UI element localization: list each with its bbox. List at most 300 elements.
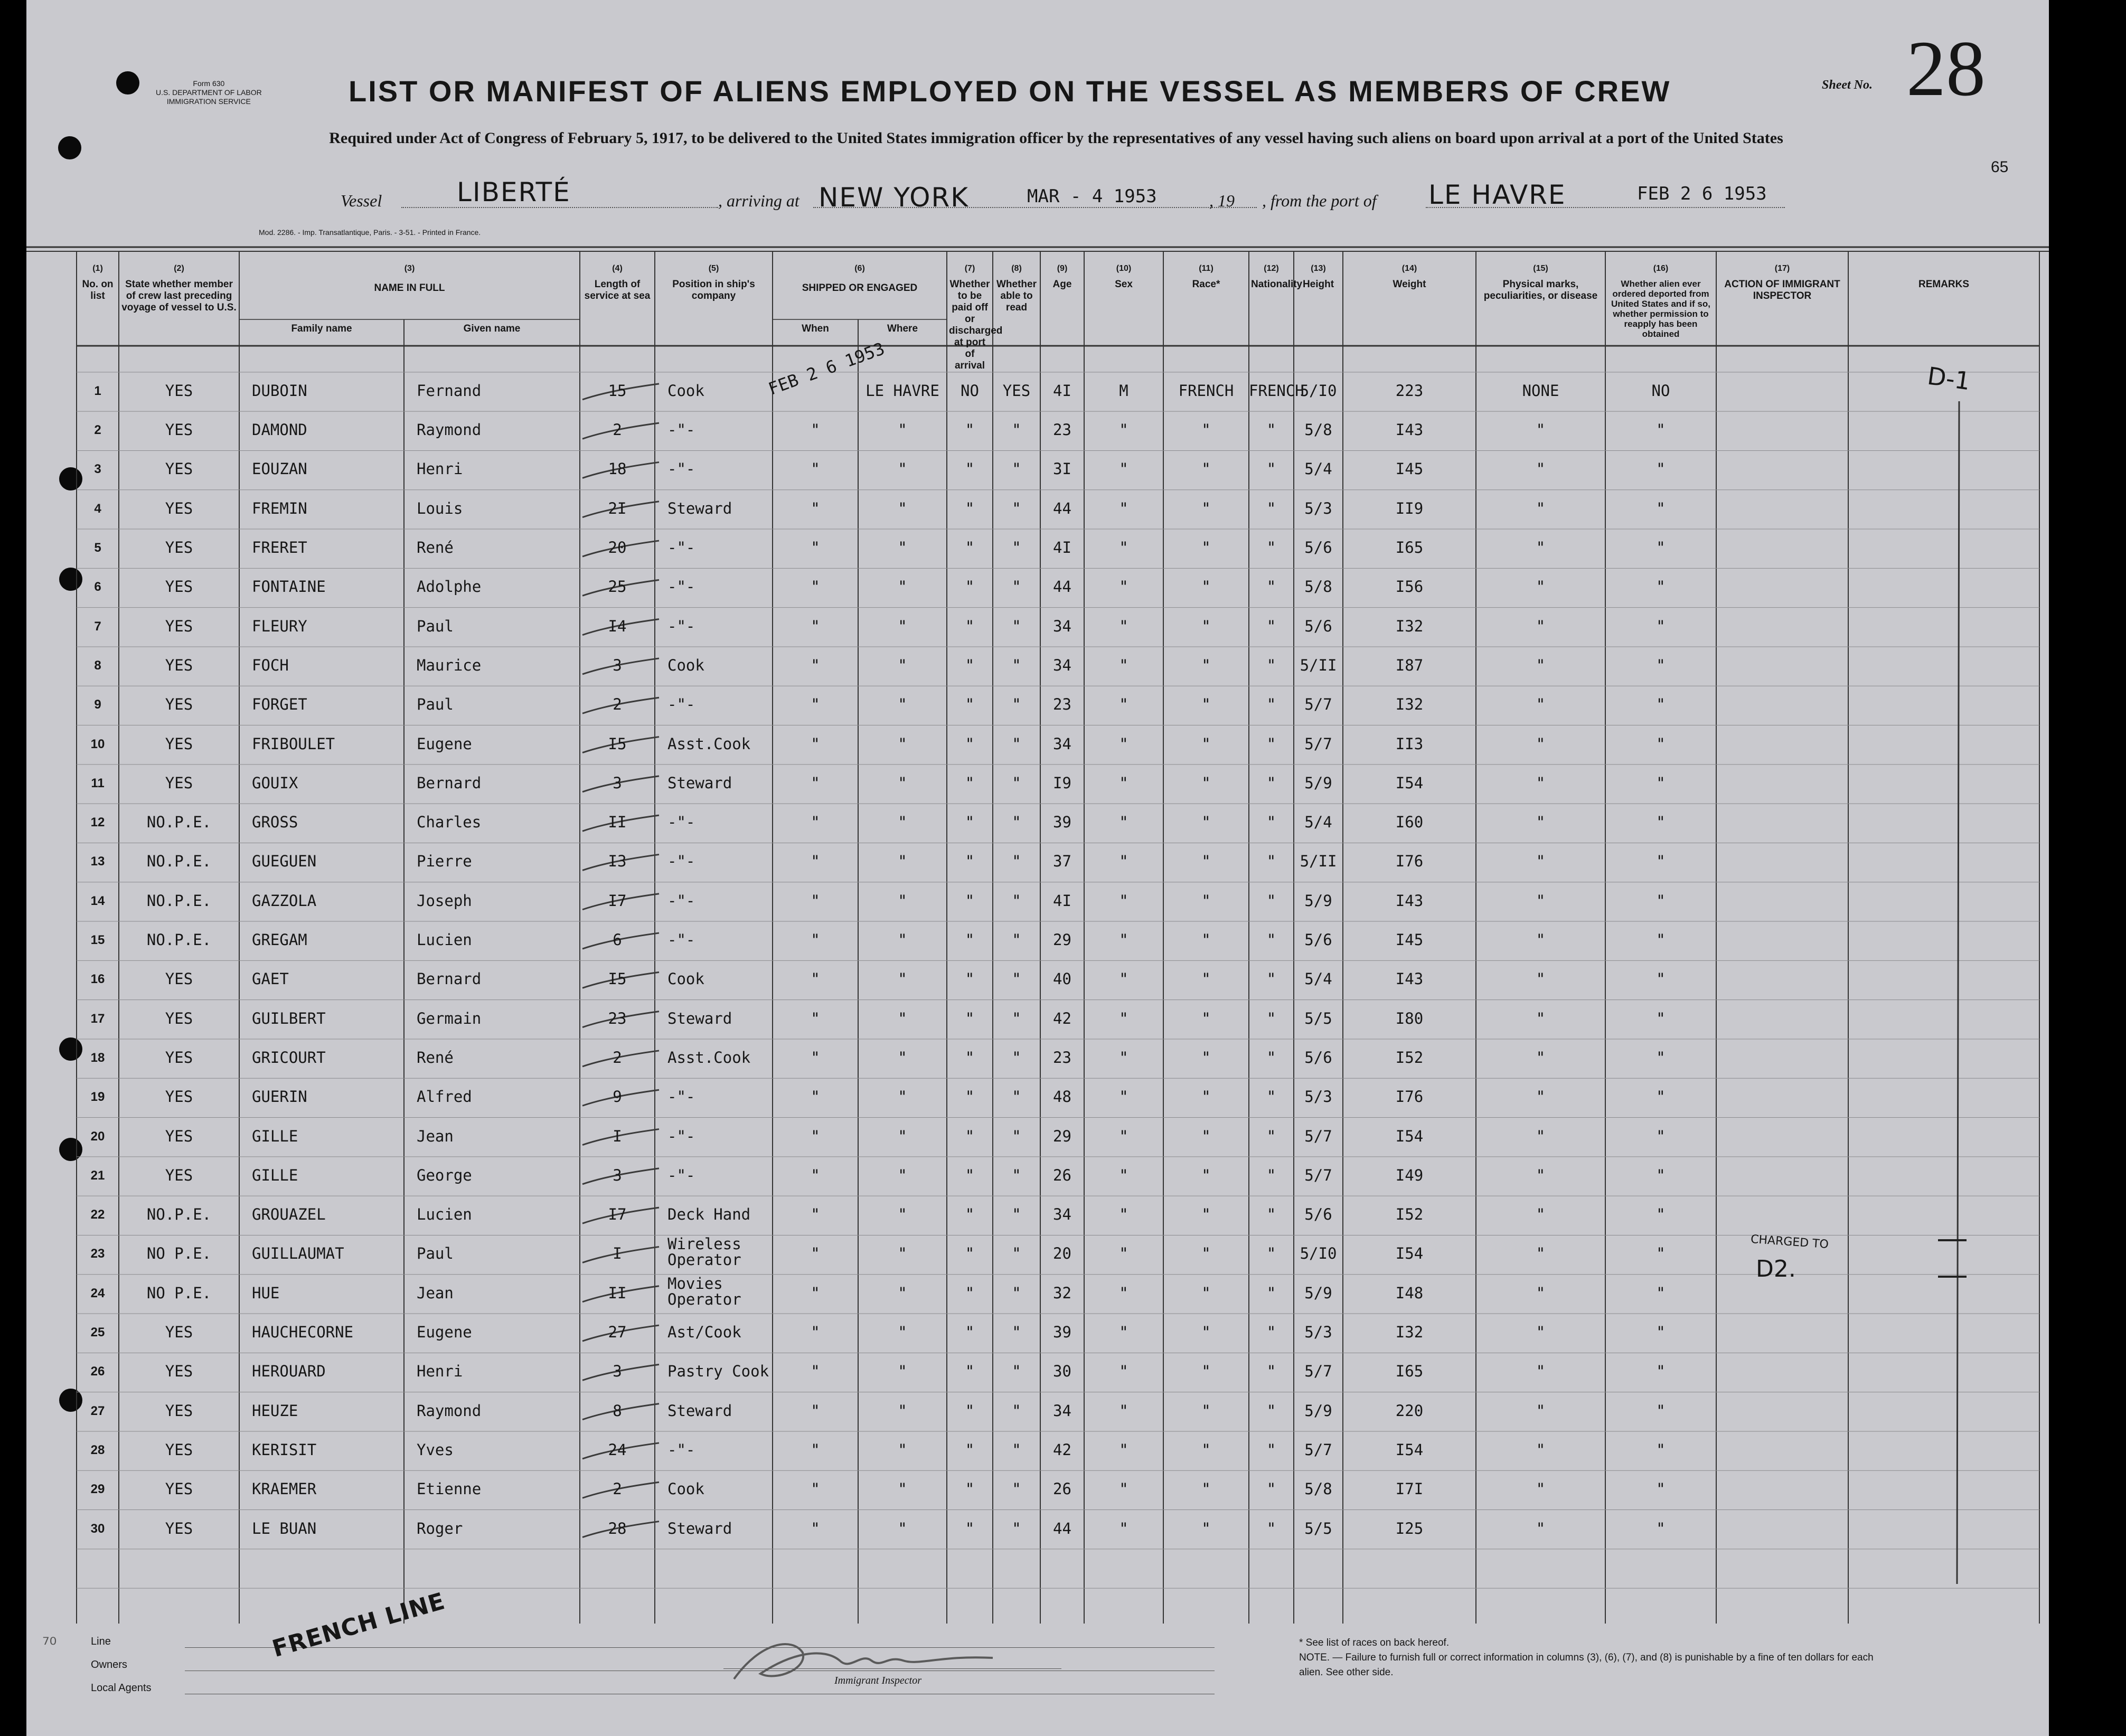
cell-sex: " [1119,773,1128,792]
cell-race: " [1201,1205,1211,1224]
sheet-number-label: Sheet No. [1822,78,1873,92]
cell-sex: " [1119,1362,1128,1381]
cell-given: Bernard [417,970,482,988]
column-number: (11) [1199,264,1213,273]
cell-read: " [1012,931,1021,949]
column-header: Whether alien ever ordered deported from United States and if so, whether permission to reapply has been obtained [1611,279,1710,339]
cell-paid: " [965,539,975,557]
cell-paid: " [965,1244,975,1263]
cell-where: " [898,970,907,988]
cell-prev: NO.P.E. [146,931,212,949]
row-number: 13 [90,854,105,869]
cell-paid: " [965,617,975,635]
cell-prev: YES [165,1519,193,1537]
cell-race: " [1201,1401,1211,1420]
cell-sex: " [1119,1244,1128,1263]
cell-deported: " [1656,1088,1666,1106]
cell-sex: " [1119,891,1128,910]
row-number: 28 [90,1442,105,1457]
cell-race: " [1201,1166,1211,1184]
cell-paid: " [965,656,975,674]
cell-where: " [898,656,907,674]
cell-weight: I52 [1395,1048,1424,1067]
cell-when: " [811,970,820,988]
cell-height: 5/7 [1304,695,1332,714]
cell-sex: " [1119,1205,1128,1224]
cell-age: 44 [1053,578,1071,596]
cell-race: " [1201,421,1211,439]
row-number: 6 [94,580,101,595]
sheet-number: 28 [1906,25,1986,112]
cell-nat: " [1266,1048,1276,1067]
cell-given: Henri [417,460,463,478]
cell-position: -"- [667,421,695,439]
cell-height: 5/II [1300,852,1337,871]
cell-read: " [1012,656,1021,674]
column-number: (9) [1057,264,1068,273]
cell-nat: " [1266,734,1276,753]
arrival-date: MAR - 4 1953 [1027,186,1157,207]
departure-date: FEB 2 6 1953 [1637,183,1767,204]
cell-age: 4I [1053,891,1071,910]
cell-nat: " [1266,1166,1276,1184]
cell-marks: " [1536,617,1546,635]
row-number: 4 [94,501,101,516]
cell-position: -"- [667,931,695,949]
cell-sex: " [1119,1088,1128,1106]
cell-service: I4 [608,617,627,635]
cell-age: 23 [1053,695,1071,714]
cell-prev: NO P.E. [146,1284,212,1302]
cell-race: FRENCH [1178,381,1234,400]
remarks-note-line2: D2. [1756,1256,1796,1282]
cell-prev: YES [165,1323,193,1342]
cell-read: " [1012,970,1021,988]
cell-nat: " [1266,695,1276,714]
cell-marks: " [1536,1244,1546,1263]
cell-deported: " [1656,656,1666,674]
cell-age: 42 [1053,1009,1071,1027]
cell-service: I7 [608,891,627,910]
cell-when: " [811,773,820,792]
cell-service: 3 [613,656,622,674]
cell-deported: " [1656,460,1666,478]
cell-deported: " [1656,1440,1666,1459]
cell-service: I5 [608,970,627,988]
cell-race: " [1201,891,1211,910]
cell-family: GUEGUEN [252,852,317,871]
column-header: Height [1302,279,1334,290]
cell-race: " [1201,734,1211,753]
row-number: 16 [90,972,105,987]
cell-deported: " [1656,1048,1666,1067]
column-number: (3) [404,264,415,273]
cell-prev: YES [165,539,193,557]
cell-when: " [811,1048,820,1067]
cell-when: " [811,617,820,635]
cell-deported: " [1656,539,1666,557]
cell-given: Paul [417,617,454,635]
cell-read: " [1012,421,1021,439]
footer-agents-label: Local Agents [91,1682,152,1694]
cell-height: 5/3 [1304,499,1332,517]
cell-paid: " [965,1048,975,1067]
column-number: (8) [1011,264,1022,273]
cell-service: 2 [613,1048,622,1067]
cell-prev: YES [165,1166,193,1184]
cell-nat: " [1266,931,1276,949]
cell-sex: " [1119,617,1128,635]
cell-sex: " [1119,970,1128,988]
cell-given: Fernand [417,381,482,400]
cell-deported: " [1656,1401,1666,1420]
cell-position: Wireless [667,1235,741,1253]
cell-marks: " [1536,1323,1546,1342]
cell-service: 23 [608,1009,627,1027]
cell-marks: " [1536,1519,1546,1537]
cell-family: GROUAZEL [252,1205,326,1224]
row-number: 25 [90,1325,105,1340]
cell-service: II [608,1284,627,1302]
cell-marks: " [1536,1048,1546,1067]
column-subheader: Given name [463,323,521,334]
cell-paid: " [965,1323,975,1342]
row-number: 5 [94,541,101,555]
cell-weight: I60 [1395,813,1424,832]
cell-height: 5/5 [1304,1009,1332,1027]
cell-age: 34 [1053,1401,1071,1420]
cell-where: " [898,1362,907,1381]
cell-weight: I25 [1395,1519,1424,1537]
cell-when: " [811,891,820,910]
french-line-stamp: FRENCH LINE [269,1587,448,1663]
cell-sex: " [1119,1284,1128,1302]
cell-service: 6 [613,931,622,949]
cell-where: " [898,421,907,439]
cell-weight: 223 [1395,381,1424,400]
cell-read: " [1012,1284,1021,1302]
cell-family: HUE [252,1284,280,1302]
cell-deported: " [1656,578,1666,596]
cell-height: 5/9 [1304,1401,1332,1420]
cell-paid: " [965,1088,975,1106]
cell-where: " [898,734,907,753]
cell-when: " [811,695,820,714]
cell-family: HEROUARD [252,1362,326,1381]
cell-marks: " [1536,1205,1546,1224]
cell-prev: YES [165,578,193,596]
cell-position: Steward [667,499,732,517]
cell-where: " [898,931,907,949]
cell-age: 44 [1053,499,1071,517]
cell-nat: " [1266,1362,1276,1381]
fine-note: NOTE. — Failure to furnish full or correct information in columns (3), (6), (7), and (8) is punishable by a fine of ten dollars for each alien. See other side. [1299,1652,1874,1678]
cell-prev: YES [165,1480,193,1498]
cell-age: 29 [1053,931,1071,949]
row-number: 15 [90,933,105,948]
cell-service: 3 [613,1166,622,1184]
cell-given: George [417,1166,472,1184]
cell-read: " [1012,1440,1021,1459]
cell-when: " [811,734,820,753]
cell-age: 37 [1053,852,1071,871]
cell-family: GOUIX [252,773,298,792]
cell-given: Raymond [417,1401,482,1420]
cell-deported: NO [1651,381,1670,400]
cell-marks: " [1536,1401,1546,1420]
cell-prev: YES [165,499,193,517]
cell-nat: " [1266,891,1276,910]
cell-service: I5 [608,734,627,753]
cell-family: GUILBERT [252,1009,326,1027]
service-name: IMMIGRATION SERVICE [166,97,251,106]
cell-when: " [811,1323,820,1342]
cell-age: 26 [1053,1166,1071,1184]
cell-given: Lucien [417,931,472,949]
cell-family: KRAEMER [252,1480,317,1498]
cell-marks: " [1536,460,1546,478]
cell-position-line2: Operator [667,1290,741,1308]
cell-family: GAZZOLA [252,891,317,910]
cell-when: " [811,813,820,832]
cell-position: Steward [667,773,732,792]
cell-nat: " [1266,1480,1276,1498]
cell-height: 5/7 [1304,734,1332,753]
cell-where: " [898,852,907,871]
cell-nat: " [1266,656,1276,674]
cell-when: " [811,539,820,557]
cell-nat: " [1266,1401,1276,1420]
cell-prev: YES [165,617,193,635]
cell-service: 18 [608,460,627,478]
cell-weight: I56 [1395,578,1424,596]
cell-deported: " [1656,695,1666,714]
cell-service: I7 [608,1205,627,1224]
cell-nat: " [1266,617,1276,635]
cell-read: " [1012,1166,1021,1184]
cell-family: GUERIN [252,1088,307,1106]
cell-given: Joseph [417,891,472,910]
column-number: (13) [1311,264,1326,273]
cell-age: 39 [1053,813,1071,832]
cell-deported: " [1656,813,1666,832]
cell-nat: " [1266,1088,1276,1106]
cell-weight: 220 [1395,1401,1424,1420]
cell-given: Roger [417,1519,463,1537]
cell-prev: NO.P.E. [146,891,212,910]
cell-prev: YES [165,656,193,674]
cell-race: " [1201,1519,1211,1537]
cell-read: " [1012,734,1021,753]
cell-race: " [1201,1440,1211,1459]
cell-marks: " [1536,813,1546,832]
cell-age: 4I [1053,381,1071,400]
cell-height: 5/4 [1304,460,1332,478]
cell-height: 5/II [1300,656,1337,674]
cell-nat: " [1266,773,1276,792]
cell-marks: " [1536,931,1546,949]
cell-prev: YES [165,1048,193,1067]
row-number: 20 [90,1129,105,1144]
row-number: 30 [90,1521,105,1536]
column-header: REMARKS [1918,279,1970,290]
cell-deported: " [1656,1480,1666,1498]
cell-sex: " [1119,1480,1128,1498]
cell-marks: " [1536,970,1546,988]
cell-age: 30 [1053,1362,1071,1381]
cell-height: 5/8 [1304,421,1332,439]
cell-height: 5/3 [1304,1088,1332,1106]
cell-paid: " [965,695,975,714]
cell-where: " [898,891,907,910]
cell-deported: " [1656,421,1666,439]
row-number: 24 [90,1286,105,1300]
cell-deported: " [1656,970,1666,988]
cell-paid: " [965,1009,975,1027]
cell-position: -"- [667,852,695,871]
cell-weight: II9 [1395,499,1424,517]
column-header: Age [1052,279,1072,290]
cell-when: " [811,460,820,478]
cell-race: " [1201,1362,1211,1381]
shipped-when-stamp: FEB 2 6 1953 [766,338,888,399]
cell-age: 40 [1053,970,1071,988]
cell-age: I9 [1053,773,1071,792]
cell-race: " [1201,852,1211,871]
cell-age: 23 [1053,421,1071,439]
column-header: Length of service at sea [584,279,651,301]
remarks-note-line1: CHARGED TO [1750,1232,1829,1252]
cell-family: GREGAM [252,931,307,949]
cell-age: 3I [1053,460,1071,478]
cell-height: 5/6 [1304,1205,1332,1224]
cell-given: Maurice [417,656,482,674]
cell-service: 2I [608,499,627,517]
inspector-label: Immigrant Inspector [834,1675,921,1686]
cell-service: 27 [608,1323,627,1342]
column-number: (15) [1533,264,1548,273]
cell-prev: YES [165,970,193,988]
cell-given: Eugene [417,734,472,753]
cell-race: " [1201,1127,1211,1145]
cell-height: 5/8 [1304,578,1332,596]
cell-height: 5/6 [1304,539,1332,557]
cell-weight: I45 [1395,931,1424,949]
cell-prev: YES [165,381,193,400]
cell-where: " [898,1440,907,1459]
column-number: (5) [708,264,719,273]
row-number: 10 [90,737,105,751]
cell-service: 15 [608,381,627,400]
cell-nat: " [1266,852,1276,871]
cell-family: FONTAINE [252,578,326,596]
cell-sex: " [1119,1166,1128,1184]
cell-read: " [1012,539,1021,557]
cell-when: " [811,1480,820,1498]
cell-weight: I65 [1395,1362,1424,1381]
column-header: Race* [1192,279,1220,290]
cell-sex: " [1119,852,1128,871]
cell-race: " [1201,1323,1211,1342]
cell-marks: NONE [1522,381,1559,400]
cell-race: " [1201,1480,1211,1498]
column-header: Whether to be paid off or discharged at port of arrival [949,279,1003,371]
cell-sex: " [1119,1048,1128,1067]
cell-race: " [1201,931,1211,949]
cell-marks: " [1536,499,1546,517]
cell-race: " [1201,695,1211,714]
cell-nat: " [1266,1127,1276,1145]
cell-age: 42 [1053,1440,1071,1459]
departure-port: LE HAVRE [1428,180,1566,210]
cell-age: 39 [1053,1323,1071,1342]
cell-height: 5/6 [1304,617,1332,635]
cell-sex: " [1119,1127,1128,1145]
row-number: 27 [90,1403,105,1418]
cell-prev: YES [165,695,193,714]
cell-weight: I76 [1395,852,1424,871]
cell-service: 2 [613,421,622,439]
row-number: 22 [90,1207,105,1222]
cell-where: " [898,1323,907,1342]
cell-read: " [1012,1323,1021,1342]
cell-prev: YES [165,1401,193,1420]
column-number: (12) [1264,264,1279,273]
cell-position: Asst.Cook [667,734,751,753]
cell-when: " [811,1244,820,1263]
remarks-bracket-line [1949,401,1970,1584]
cell-family: FRERET [252,539,307,557]
cell-position: -"- [667,695,695,714]
cell-where: " [898,617,907,635]
cell-paid: " [965,578,975,596]
cell-deported: " [1656,1244,1666,1263]
column-header: NAME IN FULL [374,282,445,294]
cell-read: " [1012,617,1021,635]
cell-service: 2 [613,695,622,714]
cell-position: -"- [667,578,695,596]
cell-height: 5/4 [1304,970,1332,988]
cell-when: " [811,1519,820,1537]
cell-where: " [898,813,907,832]
cell-paid: " [965,970,975,988]
cell-age: 32 [1053,1284,1071,1302]
cell-prev: YES [165,773,193,792]
cell-read: " [1012,1480,1021,1498]
cell-paid: " [965,734,975,753]
cell-family: FOCH [252,656,289,674]
cell-given: Adolphe [417,578,482,596]
cell-prev: NO.P.E. [146,852,212,871]
cell-family: GUILLAUMAT [252,1244,344,1263]
cell-sex: " [1119,931,1128,949]
cell-position: Movies [667,1274,723,1292]
cell-deported: " [1656,617,1666,635]
cell-read: " [1012,1048,1021,1067]
cell-service: 3 [613,1362,622,1381]
cell-nat: " [1266,1284,1276,1302]
cell-position: -"- [667,891,695,910]
cell-where: " [898,539,907,557]
cell-weight: I32 [1395,695,1424,714]
cell-marks: " [1536,578,1546,596]
cell-given: Etienne [417,1480,482,1498]
cell-service: I [613,1127,622,1145]
cell-weight: I32 [1395,617,1424,635]
cell-read: " [1012,1401,1021,1420]
vessel-name: LIBERTÉ [457,177,571,207]
cell-when: " [811,1127,820,1145]
